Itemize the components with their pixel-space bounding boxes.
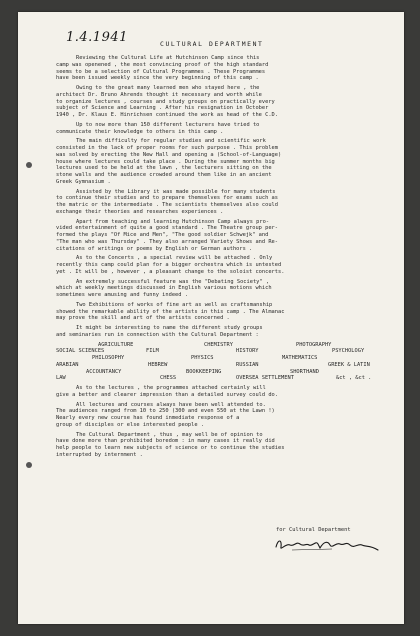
text-line: camp was openened , the most convincing proof of the high standard (56, 61, 269, 68)
punch-hole-bottom (26, 462, 32, 468)
paragraph-theatre (56, 219, 392, 253)
text-line: It might be interesting to name the different study groups (76, 325, 263, 331)
text-line: Up to now more than 150 different lecturers have tried to (76, 121, 260, 128)
subject-item: AGRICULTURE (98, 341, 134, 348)
text-line: "The man who was Thursday" . They also arranged Variety Shows and Re- (56, 238, 278, 245)
text-line: seems to be a selection of Cultural Programmes . These Programmes (56, 68, 266, 75)
subjects-row (56, 369, 392, 376)
text-line: recently this camp could plan for a bigger orchestra which is untested (56, 262, 282, 268)
text-line: have been issued weekly since the very beginning of this camp . (56, 75, 259, 82)
subject-item: CHESS (160, 375, 177, 382)
text-line: architect Dr. Bruno Ahrends thought it necessary and worth while (56, 91, 262, 98)
text-line: The main difficulty for regular studies and scientific work (76, 138, 266, 145)
subject-item: RUSSIAN (236, 361, 259, 368)
text-line: may prove the skill and art of the artists concerned . (56, 315, 230, 322)
subject-item: FILM (146, 348, 159, 355)
text-line: which at weekly meetings discussed in English various motions which (56, 285, 272, 292)
text-line: help people to learn new subjects of science or to continue the studies (56, 445, 285, 451)
paragraph-concerts (56, 255, 392, 275)
text-line: Assisted by the Library it was made possible for many students (76, 188, 276, 195)
subject-item: ACCOUNTANCY (86, 368, 122, 375)
text-line: Nearly every new course has found inmediate response of a (56, 415, 240, 421)
signature-label: for Cultural Department (276, 527, 351, 533)
paragraph-rooms (56, 138, 392, 185)
subject-item: PHYSICS (191, 355, 214, 361)
text-line: citations of writings or poems by English or German authors . (56, 245, 253, 252)
document-body (56, 55, 392, 462)
subject-item: SHORTHAND (290, 368, 319, 375)
subject-item: MATHEMATICS (282, 355, 318, 361)
text-line: give a better and clearer impression than a detailed survey could do. (56, 391, 278, 398)
text-line: All lectures and courses always have been well attended to. (76, 401, 266, 408)
text-line: An extremely successful feature was the "Debating Society" , (76, 278, 270, 285)
paragraph-debating (56, 279, 392, 299)
paragraph-groups_intro (56, 325, 392, 339)
handwritten-signature (272, 535, 382, 555)
subjects-row (56, 362, 392, 369)
text-line: Two Exhibitions of works of fine art as well as craftsmanship (76, 301, 273, 308)
subject-item: BOOKKEEPING (186, 368, 222, 375)
text-line: 1940 , Dr. Klaus E. Hinrichsen continued the work as head of the C.D. (56, 112, 278, 118)
paragraph-intro (56, 55, 392, 82)
subject-item: LAW (56, 375, 66, 382)
text-line: As to the lectures , the programmes attached certainly will (76, 385, 266, 391)
paragraph-library (56, 189, 392, 216)
punch-hole-top (26, 162, 32, 168)
text-line: was solved by erecting the New Hall and opening a (School-of-Language) (56, 151, 282, 158)
text-line: As to the Concerts , a special review will be attached . Only (76, 255, 273, 262)
text-line: to continue their studies and to prepare themselves for exams such as (56, 195, 278, 202)
subject-item: &ct , &ct . (336, 375, 372, 382)
paragraph-lectures (56, 385, 392, 399)
text-line: formed the plays "Of Mice and Men", "The good soldier Schwejk" and (56, 232, 269, 238)
subject-item: SOCIAL SCIENCES (56, 348, 105, 355)
text-line: group of disciples or else interested people . (56, 421, 204, 428)
text-line: to organize lectures , courses and study groups on practically every (56, 98, 275, 105)
subject-item: PHOTOGRAPHY (296, 341, 332, 348)
subject-item: CHEMISTRY (204, 341, 233, 348)
subject-item: HISTORY (236, 348, 259, 355)
text-line: Owing to the great many learned men who stayed here , the (76, 85, 260, 91)
text-line: sometimes were amusing and funny indeed . (56, 292, 188, 298)
text-line: Apart from teaching and learning Hutchinson Camp always pro- (76, 218, 270, 225)
subjects-row (56, 342, 392, 349)
subject-item: PSYCHOLOGY (332, 348, 365, 355)
text-line: interrupted by internment . (56, 451, 143, 458)
text-line: lectures used to be held at the lawn , the lecturers sitting on the (56, 165, 272, 172)
text-line: house where lectures could take place . During the summer months big (56, 158, 275, 165)
handwritten-date: 1.4.1941 (66, 30, 128, 45)
text-line: the matric or the intermediate . The scientists themselves also could (56, 202, 278, 208)
paragraphs-bottom (56, 385, 392, 459)
text-line: stone walls and the audience crowded around them like in an ancient (56, 172, 272, 178)
text-line: showed the remarkable ability of the artists in this camp . The Almanac (56, 308, 285, 315)
paragraphs-top (56, 55, 392, 339)
text-line: vided entertainment of quite a good standard . The Theatre group per- (56, 225, 278, 232)
subjects-row (56, 355, 392, 362)
text-line: have done more than prohibited boredom : in many cases it really did (56, 438, 275, 445)
subject-item: OVERSEA SETTLEMENT (236, 375, 294, 382)
text-line: exchange their theories and researches experiences . (56, 208, 224, 215)
document-title: CULTURAL DEPARTMENT (160, 40, 264, 48)
text-line: Reviewing the Cultural Life at Hutchinson Camp since this (76, 55, 260, 61)
subjects-list (56, 342, 392, 383)
text-line: Greek Gymnasium . (56, 178, 111, 185)
paragraph-courses (56, 402, 392, 429)
text-line: subject of Science and Learning . After his resignation in October (56, 105, 269, 112)
text-line: communicate their knowledge to others in this camp . (56, 128, 224, 135)
text-line: The audiences ranged from 10 to 250 (300 and even 550 at the Lawn !) (56, 408, 275, 415)
text-line: and seminaries run in connection with the Cultural Department : (56, 331, 259, 338)
subject-item: PHILOSOPHY (92, 355, 125, 361)
subjects-row (56, 348, 392, 355)
paragraph-exhibitions (56, 302, 392, 322)
subject-item: GREEK & LATIN (328, 361, 370, 368)
paragraph-organization (56, 85, 392, 119)
text-line: yet . It will be , however , a pleasant change to the soloist concerts. (56, 268, 285, 275)
subject-item: ARABIAN (56, 361, 79, 368)
text-line: consisted in the lack of proper rooms for such purpose . This problem (56, 145, 278, 151)
paragraph-opinion (56, 432, 392, 459)
text-line: The Cultural Department , thus , may well be of opinion to (76, 431, 263, 438)
subject-item: HEBREW (148, 361, 168, 368)
subjects-row (56, 375, 392, 382)
paragraph-lecturers (56, 122, 392, 136)
